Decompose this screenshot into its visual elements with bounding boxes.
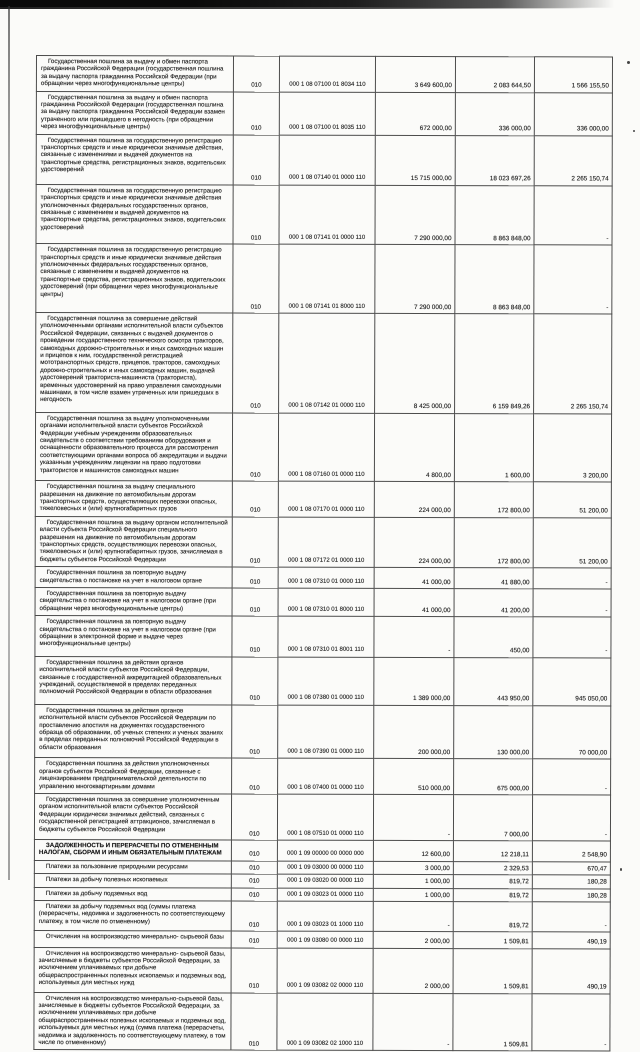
scan-speck: [633, 130, 635, 132]
row-unexecuted-amount: 51 200,00: [533, 482, 611, 518]
table-row: [34, 793, 610, 841]
row-unexecuted-amount: -: [533, 617, 611, 658]
row-classification-code: 000 1 09 03000 00 0000 110: [277, 861, 373, 875]
row-executed-amount: 7 000,00: [453, 795, 532, 841]
row-unexecuted-amount: 2 548,90: [532, 841, 610, 862]
row-line-code: 010: [231, 888, 277, 902]
row-executed-amount: 18 023 697,26: [455, 135, 534, 185]
row-classification-code: 000 1 09 03023 01 1000 110: [277, 901, 373, 931]
row-classification-code: 000 1 08 07160 01 0000 110: [278, 413, 374, 482]
row-classification-code: 000 1 08 07100 01 8035 110: [279, 92, 375, 135]
row-approved-amount: 1 000,00: [373, 875, 453, 889]
row-approved-amount: 672 000,00: [375, 92, 455, 135]
row-classification-code: 000 1 08 07141 01 8000 110: [279, 244, 375, 313]
row-unexecuted-amount: 1 566 155,50: [534, 57, 612, 93]
row-classification-code: 000 1 09 03082 02 0000 110: [277, 948, 373, 993]
row-description: Платежи за пользование природными ресурсами: [34, 860, 231, 874]
row-approved-amount: 2 000,00: [373, 948, 453, 993]
row-line-code: 010: [232, 517, 278, 568]
table-row: [34, 992, 610, 1051]
row-unexecuted-amount: -: [534, 185, 612, 245]
row-approved-amount: 510 000,00: [374, 759, 454, 795]
row-description: Отчисления на воспроизводство минерально- сырьевой базы: [34, 931, 231, 948]
row-description: Государственная пошлина за государственную регистрацию транспортных средств и иные юридически значимые действия, связанные с изменениями и выдачей документов на транспортные средства, регистрационных знаков, водительских удостоверений: [36, 134, 233, 185]
row-classification-code: 000 1 09 03020 00 0000 110: [277, 874, 373, 888]
row-line-code: 010: [231, 993, 277, 1051]
row-line-code: 010: [232, 758, 278, 794]
table-row: [35, 616, 611, 658]
row-unexecuted-amount: 945 050,00: [533, 658, 611, 706]
table-row: [35, 412, 611, 482]
table-row: [35, 587, 611, 617]
row-approved-amount: 200 000,00: [374, 705, 454, 759]
row-executed-amount: 1 509,81: [453, 993, 532, 1051]
row-unexecuted-amount: -: [533, 759, 611, 795]
row-description: Платежи за добычу подземных вод: [34, 887, 231, 901]
row-executed-amount: 819,72: [453, 902, 532, 932]
table-row: [36, 244, 612, 314]
row-description: ЗАДОЛЖЕННОСТЬ И ПЕРЕРАСЧЕТЫ ПО ОТМЕНЕННЫМ НАЛОГАМ, СБОРАМ И ИНЫМ ОБЯЗАТЕЛЬНЫМ ПЛАТЕЖАМ: [34, 839, 231, 860]
row-classification-code: 000 1 08 07100 01 8034 110: [279, 56, 375, 92]
row-line-code: 010: [231, 874, 277, 888]
row-classification-code: 000 1 08 07510 01 0000 110: [277, 794, 373, 840]
row-description: Государственная пошлина за государственную регистрацию транспортных средств и иные юридически значимые действия уполномоченных федеральных государственных органов, связанные с изменением и выдачей документов на транспортные средства, регистрационных знаков, водительских удостоверений: [36, 184, 233, 244]
row-approved-amount: 41 000,00: [374, 588, 454, 616]
row-line-code: 010: [233, 135, 279, 185]
row-approved-amount: -: [373, 993, 453, 1051]
table-row: [36, 184, 612, 245]
row-line-code: 010: [233, 92, 279, 135]
row-classification-code: 000 1 08 07310 01 8000 110: [278, 588, 374, 616]
row-classification-code: 000 1 08 07142 01 0000 110: [279, 313, 375, 413]
table-row: [35, 481, 611, 518]
row-unexecuted-amount: 3 200,00: [533, 414, 611, 482]
row-unexecuted-amount: -: [532, 795, 610, 841]
row-line-code: 010: [231, 794, 277, 840]
row-approved-amount: 8 425 000,00: [375, 313, 455, 413]
scan-speck: [627, 61, 630, 64]
row-executed-amount: 41 200,00: [454, 589, 533, 617]
row-description: Государственная пошлина за выдачу и обмен паспорта гражданина Российской Федерации (государственная пошлина за выдачу паспорта гражданина Российской Федерации взамен утраченного или пришедшего в негодность (при обращении через многофункциональные центры): [36, 91, 233, 135]
row-approved-amount: -: [373, 794, 453, 840]
row-unexecuted-amount: -: [534, 245, 612, 314]
row-unexecuted-amount: 670,47: [532, 862, 610, 876]
row-executed-amount: 819,72: [453, 888, 532, 902]
row-description: Государственная пошлина за выдачу и обмен паспорта гражданина Российской Федерации (государственная пошлина за выдачу паспорта гражданина Российской Федерации (при обращении через многофункциональные центры): [36, 56, 233, 92]
row-line-code: 010: [232, 616, 278, 657]
row-executed-amount: 443 950,00: [454, 657, 533, 705]
row-line-code: 010: [231, 931, 277, 948]
row-approved-amount: 7 290 000,00: [375, 185, 455, 245]
row-approved-amount: 7 290 000,00: [375, 245, 455, 314]
row-line-code: 010: [232, 588, 278, 616]
row-description: Государственная пошлина за действия уполномоченных органов субъектов Российской Федерации, связанные с лицензированием предпринимательской деятельности по управлению многоквартирными домами: [35, 758, 232, 794]
row-line-code: 010: [232, 481, 278, 517]
row-classification-code: 000 1 08 07400 01 0000 110: [278, 758, 374, 794]
row-line-code: 010: [232, 705, 278, 759]
table-row: [34, 839, 610, 861]
row-executed-amount: 1 509,81: [453, 932, 532, 949]
row-executed-amount: 1 509,81: [453, 948, 532, 993]
row-description: Государственная пошлина за действия органов исполнительной власти субъектов Российской Федерации, связанные с государственной аккредитацией образовательных учреждений, осуществляемой в пределах переданных полномочий Российской Федерации в области образования: [35, 656, 232, 705]
row-approved-amount: 3 000,00: [373, 861, 453, 875]
table-row: [36, 312, 612, 413]
row-line-code: 010: [231, 901, 277, 931]
row-classification-code: 000 1 08 07170 01 0000 110: [278, 481, 374, 517]
row-line-code: 010: [233, 56, 279, 92]
row-approved-amount: 2 000,00: [373, 932, 453, 949]
row-unexecuted-amount: 180,28: [532, 875, 610, 889]
row-approved-amount: 224 000,00: [374, 517, 454, 568]
row-executed-amount: 8 863 848,00: [455, 245, 534, 314]
table-row: [34, 900, 610, 932]
row-approved-amount: 3 649 600,00: [375, 56, 455, 92]
row-executed-amount: 1 600,00: [454, 413, 533, 481]
row-line-code: 010: [232, 567, 278, 588]
row-line-code: 010: [232, 657, 278, 705]
table-row: [35, 656, 611, 706]
budget-revenue-table: [33, 55, 613, 1052]
row-unexecuted-amount: -: [533, 568, 611, 589]
row-approved-amount: 41 000,00: [374, 568, 454, 589]
row-unexecuted-amount: 180,28: [532, 888, 610, 902]
row-approved-amount: -: [374, 617, 454, 658]
row-line-code: 010: [231, 948, 277, 993]
table-row: [35, 516, 611, 568]
row-classification-code: 000 1 08 07140 01 0000 110: [279, 135, 375, 185]
row-classification-code: 000 1 09 00000 00 0000 000: [277, 840, 373, 861]
row-approved-amount: 1 000,00: [373, 888, 453, 902]
row-executed-amount: 41 880,00: [454, 568, 533, 589]
table-row: [34, 931, 610, 949]
row-description: Государственная пошлина за повторную выдачу свидетельства о постановке на учет в налоговом органе (при обращении через многофункциональные центры): [35, 587, 232, 616]
row-executed-amount: 2 083 644,50: [455, 57, 534, 93]
row-description: Государственная пошлина за выдачу уполномоченными органами исполнительной власти субъектов Российской Федерации учебным учреждениям образовательных свидетельств о соответствии требованиям оборудования и оснащенности образовательного процесса для рассмотрения соответствующими органами вопроса об аккредитации и выдачи указанным учреждениям лицензии на право подготовки трактористов и машинистов самоходных машин: [35, 412, 232, 481]
row-executed-amount: 172 800,00: [454, 517, 533, 568]
table-row: [36, 56, 612, 93]
row-executed-amount: 675 000,00: [454, 759, 533, 795]
row-executed-amount: 12 218,11: [453, 841, 532, 862]
row-unexecuted-amount: 490,19: [532, 948, 610, 993]
table-row: [35, 567, 611, 589]
row-unexecuted-amount: 51 200,00: [533, 518, 611, 569]
row-description: Государственная пошлина за действия органов исполнительной власти субъектов Российской Федерации по проставлению апостиля на документах государственного образца об образовании, об ученых степенях и ученых званиях в пределах переданных полномочий Российской Федерации в области образования: [35, 704, 232, 758]
row-description: Отчисления на воспроизводство минерально- сырьевой базы, зачисляемые в бюджеты субъектов Российской Федерации, за исключением уплачиваемых при добыче общераспространенных полезных ископаемых и подземных вод, используемых для местных нужд: [34, 947, 231, 993]
row-line-code: 010: [232, 413, 278, 481]
table-row: [36, 91, 612, 136]
row-approved-amount: -: [373, 901, 453, 931]
row-unexecuted-amount: -: [532, 902, 610, 932]
row-approved-amount: 4 800,00: [374, 413, 454, 481]
row-unexecuted-amount: 490,19: [532, 932, 610, 949]
row-unexecuted-amount: 2 265 150,74: [534, 135, 612, 185]
table-row: [36, 134, 612, 186]
row-description: Государственная пошлина за выдачу специального разрешения на движение по автомобильным дорогам транспортных средств, осуществляющих перевозки опасных, тяжеловесных и (или) крупногабаритных грузов: [35, 481, 232, 517]
row-description: Государственная пошлина за повторную выдачу свидетельства о постановке на учет в налоговом органе: [35, 567, 232, 588]
row-description: Государственная пошлина за совершение действий уполномоченными органами исполнительной власти субъектов Российской Федерации, связанных с выдачей документов о проведении государственного технического осмотра тракторов, самоходных дорожно-строительных и иных самоходных машин и прицепов к ним, государственной регистрацией мототранспортных средств, прицепов, тракторов, самоходных дорожно-строительных и иных самоходных машин, выдачей удостоверений тракториста-машиниста (тракториста), временных удостоверений на право управления самоходными машинами, в том числе взамен утраченных или пришедших в негодность: [36, 312, 233, 412]
row-classification-code: 000 1 08 07380 01 0000 110: [278, 657, 374, 705]
row-description: Государственная пошлина за выдачу органом исполнительной власти субъекта Российской Федерации специального разрешения на движение по автомобильным дорогам транспортных средств, осуществляющих перевозки опасных, тяжеловесных и (или) крупногабаритных грузов, зачисляемая в бюджеты субъектов Российской Федерации: [35, 516, 232, 567]
row-description: Платежи за добычу полезных ископаемых: [34, 874, 231, 888]
scan-artifact-left-edge: [8, 6, 10, 880]
row-unexecuted-amount: 336 000,00: [534, 92, 612, 135]
row-approved-amount: 224 000,00: [374, 481, 454, 517]
scan-artifact-top-line: [0, 7, 589, 9]
scan-speck: [620, 868, 622, 871]
budget-table-body: [34, 56, 613, 1052]
row-unexecuted-amount: -: [532, 993, 610, 1051]
row-executed-amount: 130 000,00: [454, 705, 533, 759]
row-classification-code: 000 1 08 07390 01 0000 110: [278, 705, 374, 759]
row-line-code: 010: [233, 313, 279, 413]
row-executed-amount: 6 159 849,26: [455, 314, 534, 414]
row-description: Государственная пошлина за совершение уполномоченным органом исполнительной власти субъектов Российской Федерации юридически значимых действий, связанных с государственной регистрацией аттракционов, зачисляемая в бюджеты субъектов Российской Федерации: [34, 793, 231, 840]
row-classification-code: 000 1 08 07141 01 0000 110: [279, 185, 375, 245]
row-executed-amount: 8 863 848,00: [455, 185, 534, 245]
row-executed-amount: 819,72: [453, 875, 532, 889]
row-line-code: 010: [233, 244, 279, 313]
row-description: Платежи за добычу подземных вод (суммы платежа (перерасчеты, недоимка и задолженность по соответствующему платежу, в том числе по отмененному): [34, 900, 231, 931]
row-executed-amount: 450,00: [454, 617, 533, 658]
row-unexecuted-amount: 70 000,00: [533, 706, 611, 760]
row-executed-amount: 172 800,00: [454, 482, 533, 518]
row-unexecuted-amount: 2 265 150,74: [534, 314, 612, 414]
row-executed-amount: 336 000,00: [455, 92, 534, 135]
table-row: [35, 758, 611, 795]
row-description: Государственная пошлина за государственную регистрацию транспортных средств и иные юридически значимые действия уполномоченных федеральных государственных органов, связанные с изменением и выдачей документов на транспортные средства, регистрационных знаков, водительских удостоверений (при обращении через многофункциональные центры): [36, 244, 233, 313]
row-description: Отчисления на воспроизводство минерально-сырьевой базы, зачисляемые в бюджеты субъектов Российской Федерации, за исключением уплачиваемых при добыче общераспространенных полезных ископаемых и подземных вод, используемых для местных нужд (сумма платежа (перерасчеты, недоимка и задолженность по соответствующему платежу, в том числе по отмененному): [34, 992, 231, 1050]
row-classification-code: 000 1 09 03082 02 1000 110: [277, 993, 373, 1051]
row-description: Государственная пошлина за повторную выдачу свидетельства о постановке на учет в налоговом органе (при обращении в электронной форме и выдаче через многофункциональные центры): [35, 616, 232, 657]
row-approved-amount: 12 600,00: [373, 840, 453, 861]
row-classification-code: 000 1 08 07310 01 8001 110: [278, 616, 374, 657]
row-line-code: 010: [231, 861, 277, 875]
table-row: [35, 704, 611, 759]
row-classification-code: 000 1 09 03023 01 0000 110: [277, 888, 373, 902]
row-unexecuted-amount: -: [533, 589, 611, 617]
row-approved-amount: 15 715 000,00: [375, 135, 455, 185]
row-line-code: 010: [231, 840, 277, 861]
row-classification-code: 000 1 08 07172 01 0000 110: [278, 517, 374, 568]
row-classification-code: 000 1 08 07310 01 0000 110: [278, 567, 374, 588]
report-table-sheet: [33, 55, 612, 1052]
row-executed-amount: 2 329,53: [453, 861, 532, 875]
row-line-code: 010: [233, 185, 279, 245]
row-classification-code: 000 1 09 03080 00 0000 110: [277, 931, 373, 948]
row-approved-amount: 1 389 000,00: [374, 657, 454, 705]
table-row: [34, 947, 610, 994]
